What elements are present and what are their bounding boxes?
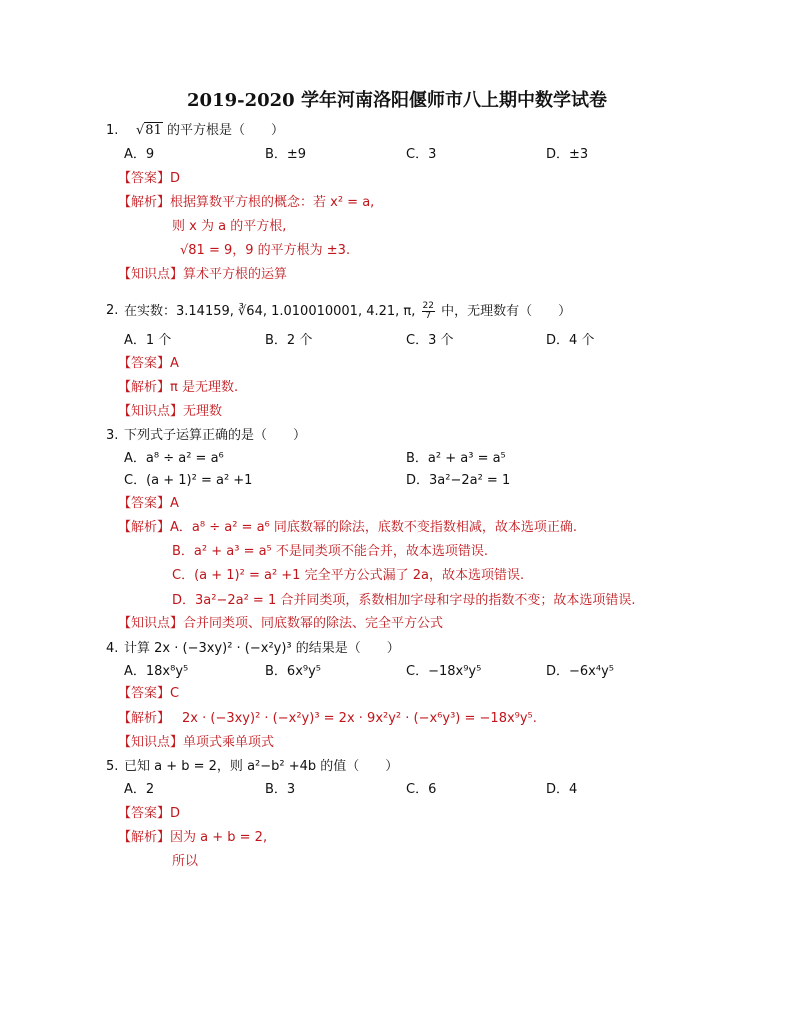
q4-stem: 计算 2x · (−3xy)² · (−x²y)³ 的结果是（ ） <box>124 641 400 656</box>
q4-option-d: D．−6x⁴y⁵ <box>546 664 614 679</box>
q4-number: 4. <box>106 641 119 656</box>
q1-option-b: B．±9 <box>265 147 307 162</box>
q1-analysis-line-3: √81 = 9，9 的平方根为 ±3. <box>180 243 351 258</box>
q3-option-c: C．(a + 1)² = a² +1 <box>124 473 253 488</box>
q3-number: 3. <box>106 428 119 443</box>
q3-analysis-line-c: C．(a + 1)² = a² +1 完全平方公式漏了 2a，故本选项错误. <box>172 568 525 583</box>
q1-option-d: D．±3 <box>546 147 589 162</box>
q1-answer: 【答案】D <box>118 171 181 186</box>
q2-option-b: B．2 个 <box>265 333 313 348</box>
q1-analysis-line-2: 则 x 为 a 的平方根, <box>172 219 287 234</box>
q3-analysis: 【解析】A．a⁸ ÷ a² = a⁶ 同底数幂的除法，底数不变指数相减，故本选项正确. <box>118 520 578 535</box>
q5-stem: 已知 a + b = 2，则 a²−b² +4b 的值（ ） <box>124 759 399 774</box>
q4-option-a: A．18x⁸y⁵ <box>124 664 189 679</box>
q5-analysis-line-2: 所以 <box>172 854 199 869</box>
q4-option-b: B．6x⁹y⁵ <box>265 664 321 679</box>
q5-option-c: C．6 <box>406 782 437 797</box>
q5-option-d: D．4 <box>546 782 578 797</box>
q3-option-d: D．3a²−2a² = 1 <box>406 473 511 488</box>
q2-knowledge-point: 【知识点】无理数 <box>118 404 223 419</box>
q5-answer: 【答案】D <box>118 806 181 821</box>
q2-option-d: D．4 个 <box>546 333 595 348</box>
q2-fraction: $\frac{22}{7}$ <box>422 301 434 321</box>
q1-analysis: 【解析】根据算数平方根的概念：若 x² = a, <box>118 195 375 210</box>
q3-option-b: B．a² + a³ = a⁵ <box>406 451 506 466</box>
q1-number: 1. <box>106 123 119 138</box>
q5-option-a: A．2 <box>124 782 155 797</box>
q5-option-b: B．3 <box>265 782 296 797</box>
q5-analysis: 【解析】因为 a + b = 2, <box>118 830 268 845</box>
q1-knowledge-point: 【知识点】算术平方根的运算 <box>118 267 288 282</box>
q1-option-c: C．3 <box>406 147 437 162</box>
q1-radical: √81 <box>136 123 162 138</box>
page-title: 2019-2020 学年河南洛阳偃师市八上期中数学试卷 <box>187 90 607 111</box>
q4-analysis: 【解析】 2x · (−3xy)² · (−x²y)³ = 2x · 9x²y² · (−x⁶y³) = −18x⁹y⁵. <box>118 711 537 726</box>
q3-option-a: A．a⁸ ÷ a² = a⁶ <box>124 451 224 466</box>
q1-stem: √81 的平方根是（ ） <box>136 123 284 138</box>
q2-number: 2. <box>106 303 119 318</box>
q3-answer: 【答案】A <box>118 496 179 511</box>
q2-stem: 在实数：3.14159, ∛64, 1.010010001, 4.21, π, $\frac{22}{7}$ 中，无理数有（ ） <box>124 301 572 321</box>
q3-analysis-line-d: D．3a²−2a² = 1 合并同类项，系数相加字母和字母的指数不变；故本选项错误. <box>172 593 636 608</box>
q4-knowledge-point: 【知识点】单项式乘单项式 <box>118 735 275 750</box>
q2-answer: 【答案】A <box>118 356 179 371</box>
q1-option-a: A．9 <box>124 147 155 162</box>
q2-option-a: A．1 个 <box>124 333 172 348</box>
q3-analysis-line-b: B．a² + a³ = a⁵ 不是同类项不能合并，故本选项错误. <box>172 544 489 559</box>
q3-stem: 下列式子运算正确的是（ ） <box>124 428 307 443</box>
q4-answer: 【答案】C <box>118 686 180 701</box>
q4-option-c: C．−18x⁹y⁵ <box>406 664 482 679</box>
q2-option-c: C．3 个 <box>406 333 454 348</box>
q2-analysis: 【解析】π 是无理数. <box>118 380 239 395</box>
q3-knowledge-point: 【知识点】合并同类项、同底数幂的除法、完全平方公式 <box>118 616 444 631</box>
q5-number: 5. <box>106 759 119 774</box>
